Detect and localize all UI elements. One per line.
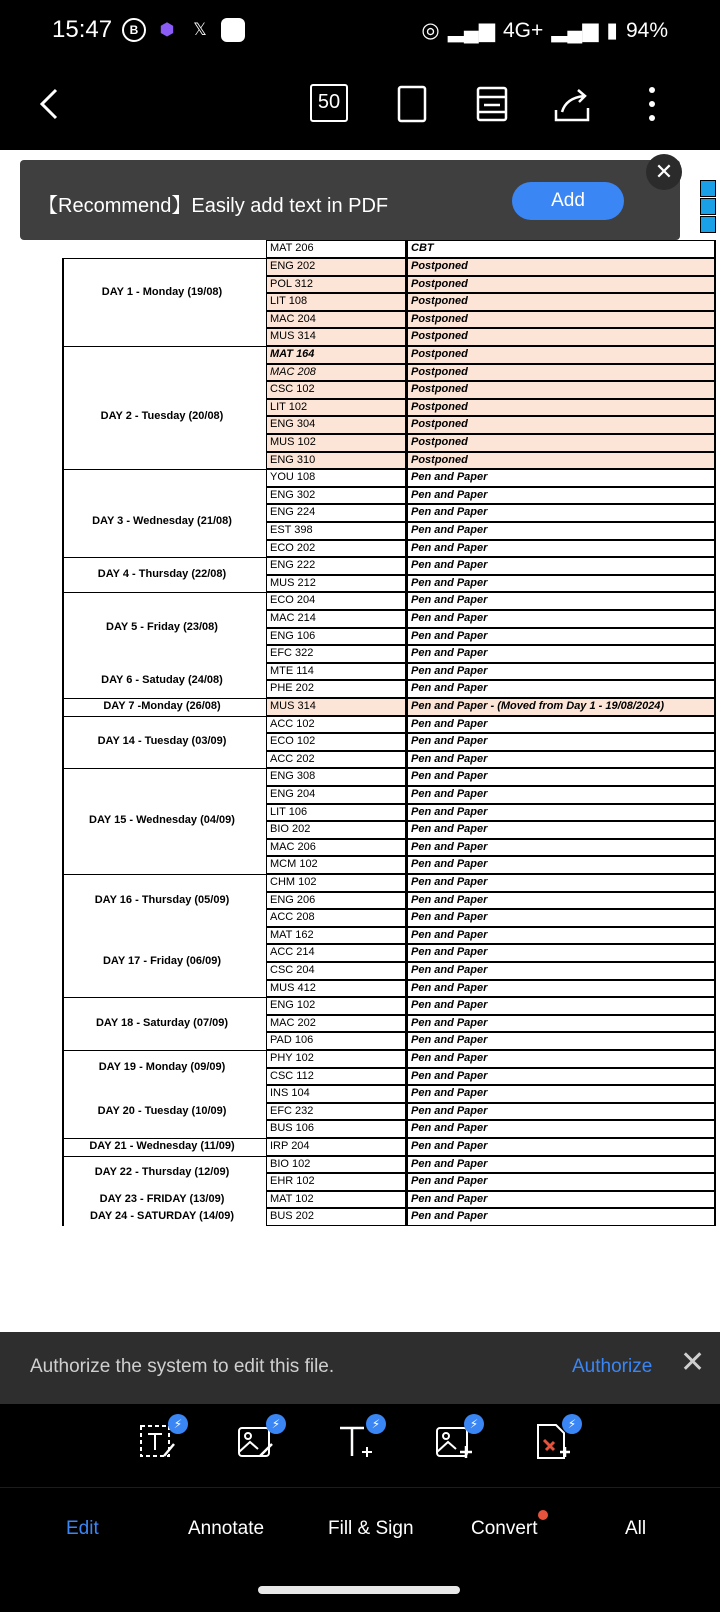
status-bar <box>0 0 720 60</box>
mode-cell: Pen and Paper <box>406 927 716 945</box>
course-cell: MUS 102 <box>266 434 406 452</box>
notification-dot <box>538 1510 548 1520</box>
mode-cell: Pen and Paper <box>406 522 716 540</box>
course-cell: CSC 112 <box>266 1068 406 1086</box>
day-group <box>62 258 266 346</box>
mode-cell: Pen and Paper <box>406 575 716 593</box>
hex-icon: ⬢ <box>159 20 175 39</box>
mode-cell: Pen and Paper <box>406 663 716 681</box>
header-cell <box>700 198 716 215</box>
recommend-text: 【Recommend】Easily add text in PDF <box>38 195 389 217</box>
mode-cell: Postponed <box>406 399 716 417</box>
mode-cell: Pen and Paper <box>406 962 716 980</box>
authorize-bar <box>0 1332 720 1404</box>
course-cell: CSC 204 <box>266 962 406 980</box>
viewer-toolbar <box>0 60 720 150</box>
course-cell: PAD 106 <box>266 1032 406 1050</box>
mode-cell: Pen and Paper - (Moved from Day 1 - 19/08/2024) <box>406 698 716 716</box>
header-cell <box>700 180 716 197</box>
mode-cell: Pen and Paper <box>406 469 716 487</box>
course-cell: INS 104 <box>266 1085 406 1103</box>
course-cell: BUS 106 <box>266 1120 406 1138</box>
course-cell: MAT 206 <box>266 240 406 258</box>
mode-cell: Pen and Paper <box>406 645 716 663</box>
course-cell: PHY 102 <box>266 1050 406 1068</box>
course-cell: ACC 102 <box>266 716 406 734</box>
mode-cell: Pen and Paper <box>406 733 716 751</box>
mode-cell: Pen and Paper <box>406 592 716 610</box>
pdf-page-view[interactable] <box>0 150 720 1332</box>
page-count-button[interactable]: 50 <box>310 84 348 122</box>
day-label: DAY 19 - Monday (09/09) <box>98 1060 226 1073</box>
day-group <box>62 469 266 557</box>
share-icon[interactable] <box>552 84 592 124</box>
course-cell: ENG 106 <box>266 628 406 646</box>
course-cell: ECO 102 <box>266 733 406 751</box>
course-cell: MUS 314 <box>266 698 406 716</box>
day-label: DAY 7 -Monday (26/08) <box>103 700 221 712</box>
premium-badge-icon: ⚡ <box>366 1414 386 1434</box>
mode-cell: Postponed <box>406 452 716 470</box>
back-icon[interactable] <box>30 84 70 124</box>
course-cell: ENG 102 <box>266 997 406 1015</box>
signal-icon: ▂▄▆ <box>447 19 495 42</box>
mode-cell: Postponed <box>406 293 716 311</box>
mode-cell: Pen and Paper <box>406 874 716 892</box>
recommend-banner <box>20 160 680 240</box>
mode-cell: Pen and Paper <box>406 944 716 962</box>
day-label: DAY 21 - Wednesday (11/09) <box>89 1140 235 1152</box>
header-cell <box>700 216 716 233</box>
mode-cell: Pen and Paper <box>406 821 716 839</box>
course-cell: BIO 202 <box>266 821 406 839</box>
course-cell: ENG 202 <box>266 258 406 276</box>
close-icon[interactable]: ✕ <box>680 1346 706 1379</box>
tab-convert[interactable] <box>471 1518 538 1540</box>
mode-cell: Pen and Paper <box>406 1068 716 1086</box>
mode-cell: Pen and Paper <box>406 839 716 857</box>
mode-cell: Pen and Paper <box>406 1191 716 1209</box>
course-cell: CSC 102 <box>266 381 406 399</box>
mode-cell: Pen and Paper <box>406 892 716 910</box>
mode-cell: Pen and Paper <box>406 716 716 734</box>
close-icon[interactable]: ✕ <box>646 154 682 190</box>
course-cell: MCM 102 <box>266 856 406 874</box>
message-icon <box>221 18 245 42</box>
course-cell: ECO 202 <box>266 540 406 558</box>
mode-cell: Postponed <box>406 276 716 294</box>
course-cell: PHE 202 <box>266 680 406 698</box>
mode-cell: Pen and Paper <box>406 1156 716 1174</box>
mode-cell: Pen and Paper <box>406 751 716 769</box>
page-layout-icon[interactable] <box>472 84 512 124</box>
course-cell: ENG 204 <box>266 786 406 804</box>
mode-cell: Pen and Paper <box>406 997 716 1015</box>
premium-badge-icon: ⚡ <box>266 1414 286 1434</box>
signal-icon-2: ▂▄▆ <box>551 19 599 42</box>
battery-icon: ▮ <box>606 19 618 42</box>
course-cell: ECO 204 <box>266 592 406 610</box>
mode-cell: Pen and Paper <box>406 1103 716 1121</box>
partial-row <box>62 240 716 258</box>
mode-cell: Pen and Paper <box>406 487 716 505</box>
course-cell: LIT 108 <box>266 293 406 311</box>
mode-cell: Pen and Paper <box>406 680 716 698</box>
day-label: DAY 15 - Wednesday (04/09) <box>89 814 235 827</box>
mode-cell: Postponed <box>406 258 716 276</box>
mode-cell: Pen and Paper <box>406 1173 716 1191</box>
mode-cell: Pen and Paper <box>406 1208 716 1226</box>
course-cell: MUS 314 <box>266 328 406 346</box>
day-label: DAY 2 - Tuesday (20/08) <box>100 409 224 422</box>
tab-all[interactable]: All <box>625 1518 647 1539</box>
course-cell: ENG 206 <box>266 892 406 910</box>
day-label: DAY 16 - Thursday (05/09) <box>94 893 230 906</box>
course-cell: MAT 102 <box>266 1191 406 1209</box>
mode-cell: Pen and Paper <box>406 804 716 822</box>
course-cell: BIO 102 <box>266 1156 406 1174</box>
course-cell: ACC 214 <box>266 944 406 962</box>
mode-cell: Postponed <box>406 328 716 346</box>
mode-cell: Postponed <box>406 311 716 329</box>
authorize-link[interactable]: Authorize <box>572 1356 653 1377</box>
b-icon: B <box>122 18 146 42</box>
add-image-icon[interactable] <box>434 1417 479 1466</box>
premium-badge-icon: ⚡ <box>562 1414 582 1434</box>
more-options-icon[interactable] <box>632 84 672 124</box>
tab-fill-sign[interactable]: Fill & Sign <box>328 1518 414 1539</box>
course-cell: ENG 302 <box>266 487 406 505</box>
mode-cell: Pen and Paper <box>406 1032 716 1050</box>
battery-level: 94% <box>625 18 668 42</box>
course-cell: ENG 224 <box>266 504 406 522</box>
pdf-edit-icon[interactable] <box>532 1417 577 1466</box>
mode-cell: Postponed <box>406 346 716 364</box>
mode-cell: Pen and Paper <box>406 856 716 874</box>
course-cell: IRP 204 <box>266 1138 406 1156</box>
mode-cell: Pen and Paper <box>406 786 716 804</box>
day-label: DAY 4 - Thursday (22/08) <box>97 568 227 580</box>
status-notification-icons <box>122 18 245 42</box>
x-icon: 𝕏 <box>193 20 207 39</box>
status-time: 15:47 <box>52 16 113 43</box>
day-label: DAY 24 - SATURDAY (14/09) <box>89 1210 235 1223</box>
mode-cell: CBT <box>406 240 716 258</box>
day-group <box>62 874 266 997</box>
premium-badge-icon: ⚡ <box>464 1414 484 1434</box>
mode-cell: Pen and Paper <box>406 1085 716 1103</box>
course-cell: MTE 114 <box>266 663 406 681</box>
mode-cell: Pen and Paper <box>406 610 716 628</box>
day-group <box>62 346 266 469</box>
course-cell: EHR 102 <box>266 1173 406 1191</box>
course-cell: ENG 308 <box>266 768 406 786</box>
course-cell: LIT 102 <box>266 399 406 417</box>
bottom-tab-bar <box>0 1488 720 1572</box>
course-cell: MUS 412 <box>266 980 406 998</box>
fullscreen-icon[interactable] <box>392 84 432 124</box>
course-cell: BUS 202 <box>266 1208 406 1226</box>
status-right <box>421 18 668 43</box>
tab-annotate[interactable]: Annotate <box>188 1518 265 1539</box>
course-cell: EFC 232 <box>266 1103 406 1121</box>
mode-cell: Pen and Paper <box>406 909 716 927</box>
course-cell: ACC 202 <box>266 751 406 769</box>
mode-cell: Pen and Paper <box>406 504 716 522</box>
course-cell: ACC 208 <box>266 909 406 927</box>
mode-cell: Pen and Paper <box>406 540 716 558</box>
course-cell: MAT 164 <box>266 346 406 364</box>
mode-cell: Postponed <box>406 364 716 382</box>
mode-cell: Postponed <box>406 416 716 434</box>
add-text-button[interactable]: Add <box>512 182 624 220</box>
course-cell: MAT 162 <box>266 927 406 945</box>
day-label: DAY 17 - Friday (06/09) <box>102 955 221 968</box>
course-cell: CHM 102 <box>266 874 406 892</box>
mode-cell: Pen and Paper <box>406 1015 716 1033</box>
day-label: DAY 18 - Saturday (07/09) <box>95 1016 229 1029</box>
course-cell: MAC 214 <box>266 610 406 628</box>
course-cell: ENG 310 <box>266 452 406 470</box>
image-edit-icon[interactable] <box>236 1417 281 1466</box>
day-label: DAY 23 - FRIDAY (13/09) <box>99 1192 225 1205</box>
course-cell: ENG 304 <box>266 416 406 434</box>
hotspot-icon: ◎ <box>421 19 440 42</box>
day-label: DAY 14 - Tuesday (03/09) <box>97 735 227 748</box>
mode-cell: Pen and Paper <box>406 980 716 998</box>
premium-badge-icon: ⚡ <box>168 1414 188 1434</box>
mode-cell: Postponed <box>406 434 716 452</box>
mode-cell: Pen and Paper <box>406 1050 716 1068</box>
course-cell: MAC 204 <box>266 311 406 329</box>
day-label: DAY 3 - Wednesday (21/08) <box>92 515 232 528</box>
mode-cell: Pen and Paper <box>406 557 716 575</box>
mode-cell: Postponed <box>406 381 716 399</box>
home-indicator[interactable] <box>258 1586 460 1594</box>
add-text-icon[interactable] <box>336 1417 381 1466</box>
mode-cell: Pen and Paper <box>406 628 716 646</box>
course-cell: YOU 108 <box>266 469 406 487</box>
authorize-message: Authorize the system to edit this file. <box>30 1356 335 1377</box>
course-cell: MAC 206 <box>266 839 406 857</box>
course-cell: EST 398 <box>266 522 406 540</box>
course-cell: LIT 106 <box>266 804 406 822</box>
course-cell: ENG 222 <box>266 557 406 575</box>
network-type: 4G+ <box>502 18 544 42</box>
day-label: DAY 5 - Friday (23/08) <box>106 620 218 633</box>
mode-cell: Pen and Paper <box>406 1138 716 1156</box>
tab-edit[interactable]: Edit <box>66 1518 99 1539</box>
day-label: DAY 6 - Satuday (24/08) <box>101 673 223 686</box>
course-cell: MAC 202 <box>266 1015 406 1033</box>
course-cell: POL 312 <box>266 276 406 294</box>
mode-cell: Pen and Paper <box>406 768 716 786</box>
text-box-edit-icon[interactable] <box>138 1417 183 1466</box>
day-label: DAY 1 - Monday (19/08) <box>101 286 223 299</box>
day-label: DAY 22 - Thursday (12/09) <box>94 1166 230 1179</box>
day-label: DAY 20 - Tuesday (10/09) <box>97 1104 227 1117</box>
course-cell: MAC 208 <box>266 364 406 382</box>
tab-convert-label: Convert <box>471 1518 538 1539</box>
edit-tool-row <box>0 1404 720 1488</box>
mode-cell: Pen and Paper <box>406 1120 716 1138</box>
course-cell: MUS 212 <box>266 575 406 593</box>
course-cell: EFC 322 <box>266 645 406 663</box>
